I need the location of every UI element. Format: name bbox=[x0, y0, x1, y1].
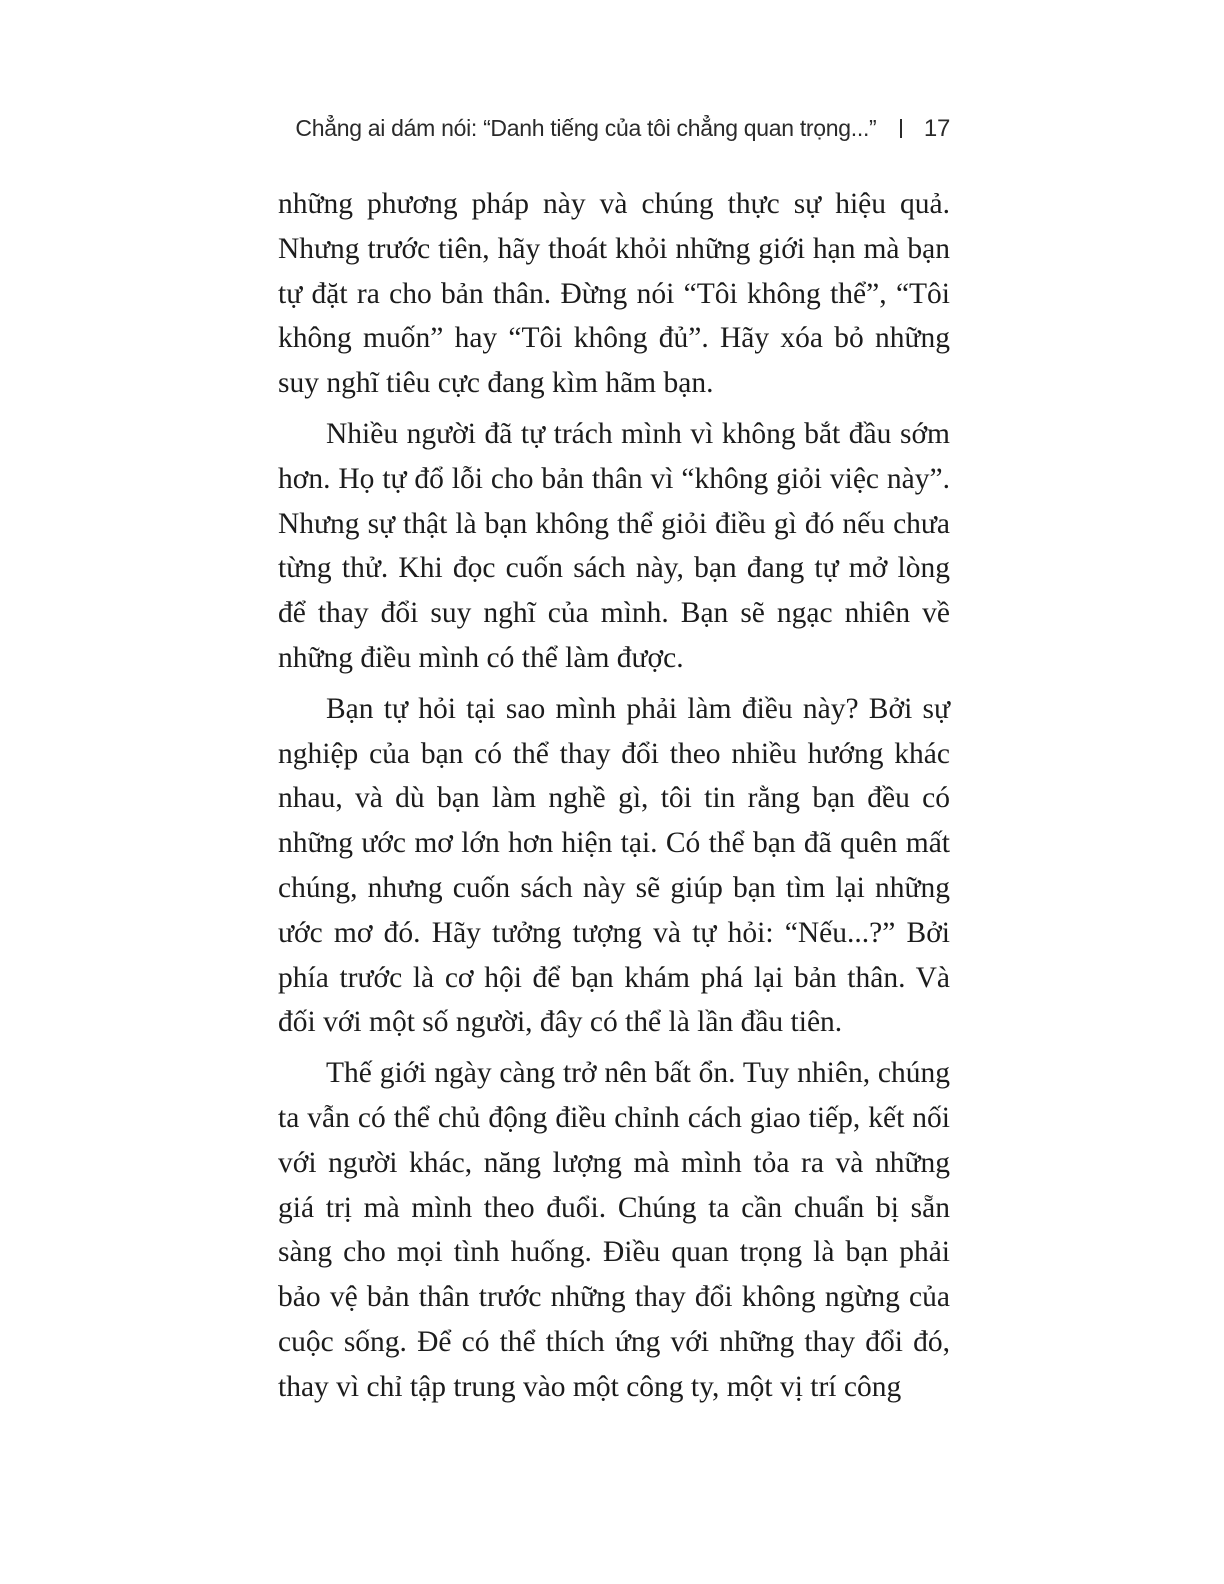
paragraph: Nhiều người đã tự trách mình vì không bắt đầu sớm hơn. Họ tự đổ lỗi cho bản thân vì “không giỏi việc này”. Nhưng sự thật là bạn không thể giỏi điều gì đó nếu chưa từng thử. Khi đọc cuốn sách này, bạn đang tự mở lòng để thay đổi suy nghĩ của mình. Bạn sẽ ngạc nhiên về những điều mình có thể làm được. bbox=[278, 417, 950, 674]
body-text bbox=[278, 182, 950, 1416]
paragraph-continuation: những phương pháp này và chúng thực sự hiệu quả. Nhưng trước tiên, hãy thoát khỏi những giới hạn mà bạn tự đặt ra cho bản thân. Đừng nói “Tôi không thể”, “Tôi không muốn” hay “Tôi không đủ”. Hãy xóa bỏ những suy nghĩ tiêu cực đang kìm hãm bạn. bbox=[278, 188, 950, 400]
paragraph: Bạn tự hỏi tại sao mình phải làm điều này? Bởi sự nghiệp của bạn có thể thay đổi theo nhiều hướng khác nhau, và dù bạn làm nghề gì, tôi tin rằng bạn đều có những ước mơ lớn hơn hiện tại. Có thể bạn đã quên mất chúng, nhưng cuốn sách này sẽ giúp bạn tìm lại những ước mơ đó. Hãy tưởng tượng và tự hỏi: “Nếu...?” Bởi phía trước là cơ hội để bạn khám phá lại bản thân. Và đối với một số người, đây có thể là lần đầu tiên. bbox=[278, 692, 950, 1039]
paragraph: Thế giới ngày càng trở nên bất ổn. Tuy nhiên, chúng ta vẫn có thể chủ động điều chỉnh cách giao tiếp, kết nối với người khác, năng lượng mà mình tỏa ra và những giá trị mà mình theo đuổi. Chúng ta cần chuẩn bị sẵn sàng cho mọi tình huống. Điều quan trọng là bạn phải bảo vệ bản thân trước những thay đổi không ngừng của cuộc sống. Để có thể thích ứng với những thay đổi đó, thay vì chỉ tập trung vào một công ty, một vị trí công bbox=[278, 1057, 950, 1403]
page-number: 17 bbox=[923, 115, 950, 142]
running-head bbox=[295, 115, 950, 143]
header-separator bbox=[900, 119, 902, 138]
running-title: Chẳng ai dám nói: “Danh tiếng của tôi chẳng quan trọng...” bbox=[295, 115, 877, 141]
